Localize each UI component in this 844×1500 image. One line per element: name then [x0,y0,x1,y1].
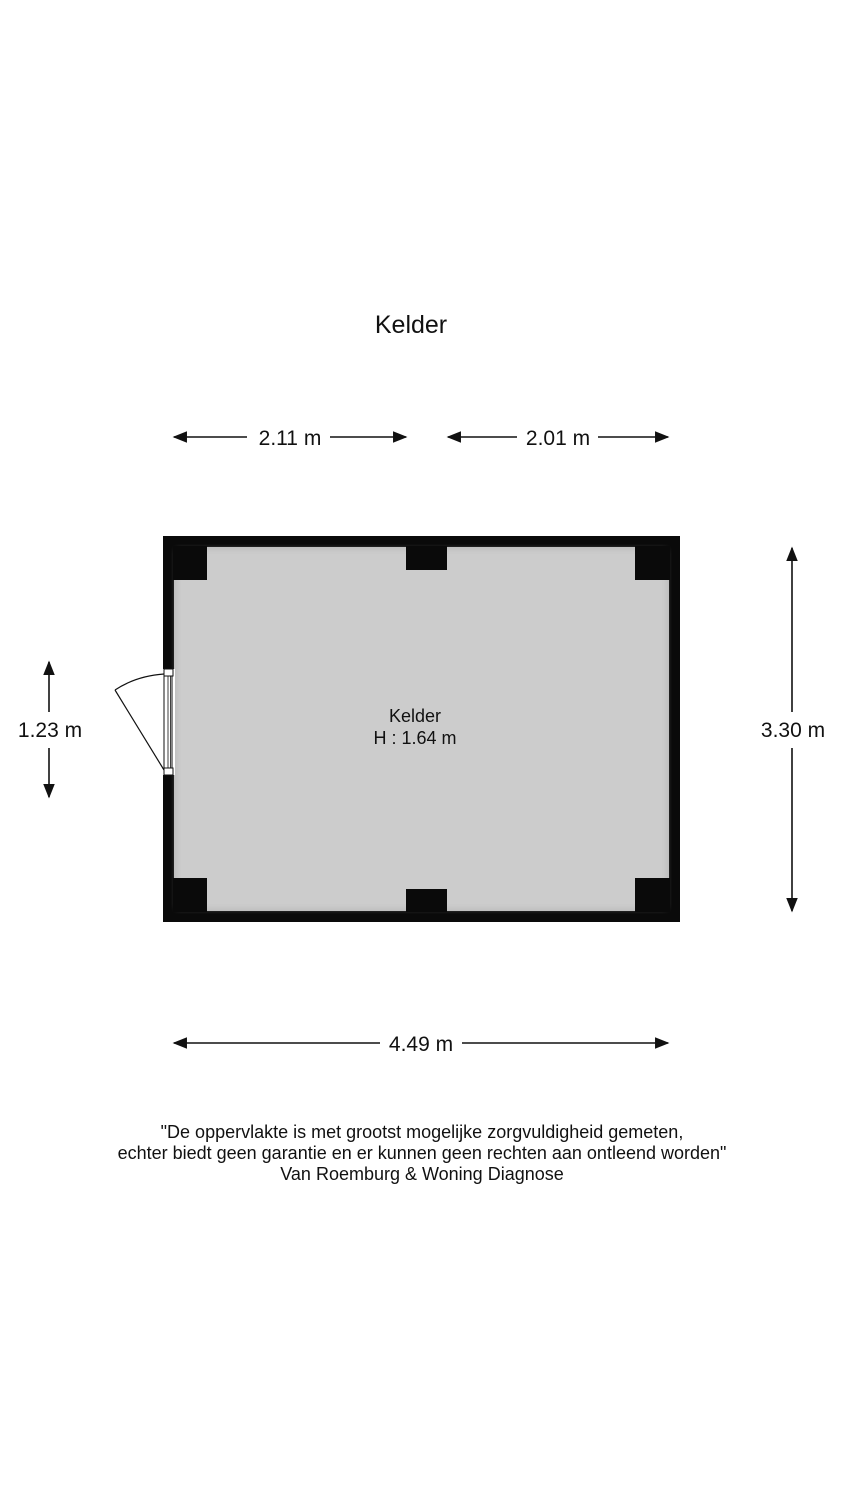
pillar-top-left [173,546,207,580]
pillar-top-middle [406,546,447,570]
room-name: Kelder [388,706,442,726]
pillar-top-right [635,546,670,580]
disclaimer-line-3: Van Roemburg & Woning Diagnose [280,1164,564,1184]
disclaimer [0,1122,844,1185]
dimension-left-door [18,662,82,797]
dimension-left-door-label: 1.23 m [17,719,83,742]
dimension-top-left-label: 2.11 m [258,427,322,450]
dimension-top-right [448,427,668,450]
door-swing-arc [115,674,164,690]
disclaimer-line-1: "De oppervlakte is met grootst mogelijke zorgvuldigheid gemeten, [160,1122,684,1142]
pillar-bottom-right [635,878,670,912]
dimension-bottom-total-label: 4.49 m [388,1033,454,1056]
dimension-bottom-total [174,1033,668,1056]
pillar-bottom-left [173,878,207,912]
disclaimer-line-2: echter biedt geen garantie en er kunnen geen rechten aan ontleend worden" [117,1143,727,1163]
dimension-top-left [174,427,406,450]
door-leaf [115,690,164,770]
dimension-right-height [761,548,825,911]
dimension-right-height-label: 3.30 m [760,719,826,742]
pillar-bottom-middle [406,889,447,912]
room-height: H : 1.64 m [373,728,457,748]
dimension-top-right-label: 2.01 m [525,427,591,450]
door [115,669,175,775]
floor-title: Kelder [374,311,448,339]
